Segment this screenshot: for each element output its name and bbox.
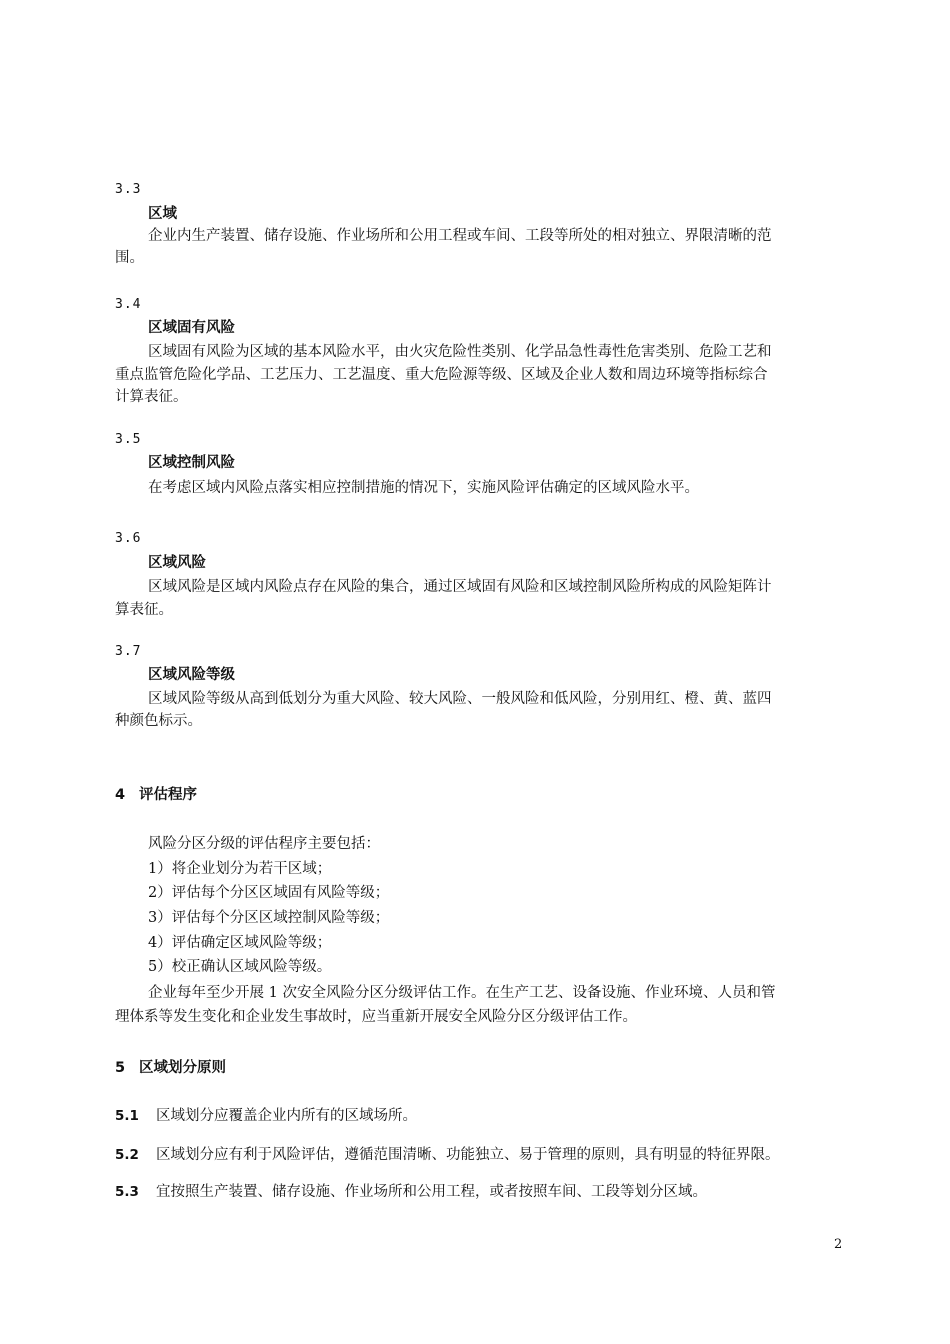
definition-number: 3.6 (115, 531, 142, 546)
definition-number: 3.7 (115, 644, 142, 659)
definition-number: 3.3 (115, 182, 142, 197)
definition-text-line: 种颜色标示。 (115, 713, 202, 729)
definition-text-line: 区域固有风险为区域的基本风险水平，由火灾危险性类别、化学品急性毒性危害类别、危险工艺和 (148, 344, 772, 360)
definition-number: 3.5 (115, 432, 142, 447)
clause-number: 5.3 (115, 1184, 139, 1200)
section-intro: 风险分区分级的评估程序主要包括： (148, 836, 380, 852)
definition-text-line: 围。 (115, 250, 144, 266)
procedure-step: 3）评估每个分区区域控制风险等级； (148, 910, 390, 926)
definition-text-line: 重点监管危险化学品、工艺压力、工艺温度、重大危险源等级、区域及企业人数和周边环境等指标综合 (115, 367, 768, 383)
definition-text-line: 计算表征。 (115, 389, 188, 405)
definition-term: 区域 (148, 206, 177, 222)
procedure-step: 5）校正确认区域风险等级。 (148, 959, 332, 975)
clause-text: 区域划分应有利于风险评估，遵循范围清晰、功能独立、易于管理的原则，具有明显的特征界限。 (156, 1147, 780, 1163)
section-number: 4 (115, 787, 126, 803)
definition-text-line: 在考虑区域内风险点落实相应控制措施的情况下，实施风险评估确定的区域风险水平。 (148, 480, 699, 496)
clause-text: 区域划分应覆盖企业内所有的区域场所。 (156, 1108, 417, 1124)
definition-text-line: 算表征。 (115, 602, 173, 618)
definition-term: 区域风险 (148, 555, 206, 571)
definition-term: 区域固有风险 (148, 320, 235, 336)
definition-text-line: 区域风险是区域内风险点存在风险的集合，通过区域固有风险和区域控制风险所构成的风险矩阵计 (148, 579, 772, 595)
definition-term: 区域控制风险 (148, 455, 235, 471)
procedure-step: 4）评估确定区域风险等级； (148, 935, 332, 951)
definition-term: 区域风险等级 (148, 667, 235, 683)
definition-number: 3.4 (115, 297, 142, 312)
definition-text-line: 区域风险等级从高到低划分为重大风险、较大风险、一般风险和低风险，分别用红、橙、黄、蓝四 (148, 691, 772, 707)
section-paragraph-line: 理体系等发生变化和企业发生事故时，应当重新开展安全风险分区分级评估工作。 (115, 1009, 637, 1025)
section-paragraph-line: 企业每年至少开展 1 次安全风险分区分级评估工作。在生产工艺、设备设施、作业环境、人员和管 (148, 985, 776, 1001)
clause-number: 5.2 (115, 1147, 139, 1163)
clause-number: 5.1 (115, 1108, 139, 1124)
section-title: 评估程序 (139, 787, 197, 803)
page-number: 2 (834, 1237, 843, 1252)
definition-text-line: 企业内生产装置、储存设施、作业场所和公用工程或车间、工段等所处的相对独立、界限清晰的范 (148, 228, 772, 244)
section-number: 5 (115, 1060, 126, 1076)
procedure-step: 1）将企业划分为若干区域； (148, 861, 332, 877)
procedure-step: 2）评估每个分区区域固有风险等级； (148, 885, 390, 901)
section-title: 区域划分原则 (139, 1060, 226, 1076)
clause-text: 宜按照生产装置、储存设施、作业场所和公用工程，或者按照车间、工段等划分区域。 (156, 1184, 707, 1200)
